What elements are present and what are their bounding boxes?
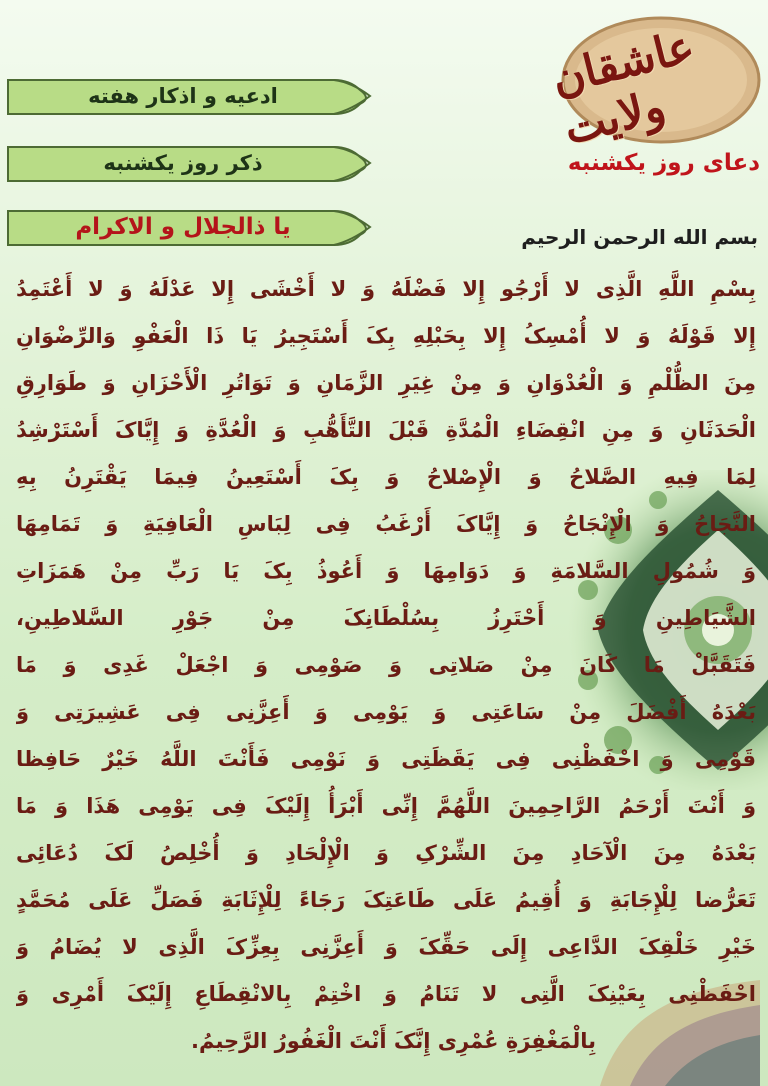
prayer-line: تَعَرُّضا لِلْإِجَابَةِ وَ أُقِیمُ عَلَی طَاعَتِکَ رَجَاءً لِلْإِثَابَةِ فَصَلِّ عَلَی مُحَمَّدٍ — [16, 888, 756, 912]
prayer-line: وَ أَنْتَ أَرْحَمُ الرَّاحِمِینَ اللَّهُمَّ إِنِّی أَبْرَأُ إِلَیْکَ فِی یَوْمِی هَذَا وَ مَا — [16, 794, 756, 818]
logo-text: عاشقان ولايت — [546, 20, 700, 155]
prayer-line: وَ شُمُولِ السَّلامَةِ وَ دَوَامِهَا وَ أَعُوذُ بِکَ یَا رَبِّ مِنْ هَمَزَاتِ — [16, 559, 756, 583]
prayer-line: بِالْمَغْفِرَةِ عُمْرِی إِنَّکَ أَنْتَ الْغَفُورُ الرَّحِیمُ. — [191, 1029, 596, 1053]
ribbon-day-dhikr — [4, 141, 372, 185]
prayer-text — [16, 266, 756, 1065]
prayer-line: خَیْرِ خَلْقِکَ الدَّاعِی إِلَی حَقِّکَ وَ أَعِزَّنِی بِعِزِّکَ الَّذِی لا یُضَامُ وَ — [16, 935, 756, 959]
prayer-line: قَوْمِی وَ احْفَظْنِی فِی یَقَظَتِی وَ نَوْمِی فَأَنْتَ اللَّهُ خَیْرٌ حَافِظا — [16, 747, 756, 771]
ribbon-label: یا ذالجلال و الاکرام — [75, 214, 291, 240]
ribbon-label: ذکر روز یکشنبه — [103, 151, 263, 175]
ribbon-label: ادعیه و اذکار هفته — [88, 84, 278, 108]
basmala-heading: بسم الله الرحمن الرحیم — [521, 225, 758, 249]
prayer-line: بِسْمِ اللَّهِ الَّذِی لا أَرْجُو إِلا فَضْلَهُ وَ لا أَخْشَی إِلا عَدْلَهُ وَ لا أَعْتَمِدُ — [16, 277, 756, 301]
prayer-line: بَعْدَهُ مِنَ الْآحَادِ مِنَ الشِّرْکِ وَ الْإِلْحَادِ وَ أُخْلِصُ لَکَ دُعَائِی — [16, 841, 756, 865]
prayer-line: بَعْدَهُ أَفْضَلَ مِنْ سَاعَتِی وَ یَوْمِی وَ أَعِزَّنِی فِی عَشِیرَتِی وَ — [16, 700, 756, 724]
prayer-line: احْفَظْنِی بِعَیْنِکَ الَّتِی لا تَنَامُ وَ اخْتِمْ بِالانْقِطَاعِ إِلَیْکَ أَمْرِی وَ — [16, 982, 756, 1006]
ribbon-weekly-prayers — [4, 74, 372, 118]
prayer-line: إِلا قَوْلَهُ وَ لا أُمْسِکُ إِلا بِحَبْلِهِ بِکَ أَسْتَجِیرُ یَا ذَا الْعَفْوِ وَالرِّضْوَانِ — [16, 324, 756, 348]
ribbon-dhikr-phrase — [4, 205, 372, 249]
prayer-line: لِمَا فِیهِ الصَّلاحُ وَ الْإِصْلاحُ وَ بِکَ أَسْتَعِینُ فِیمَا یَقْتَرِنُ بِهِ — [16, 465, 756, 489]
prayer-line: الْحَدَثَانِ وَ مِنِ انْقِضَاءِ الْمُدَّةِ قَبْلَ التَّأَهُّبِ وَ الْعُدَّةِ وَ إِیَّاکَ أَسْتَرْشِدُ — [16, 418, 756, 442]
prayer-line: مِنَ الظُّلْمِ وَ الْعُدْوَانِ وَ مِنْ غِیَرِ الزَّمَانِ وَ تَوَاتُرِ الْأَحْزَانِ وَ طَوَارِقِ — [16, 371, 756, 395]
prayer-line: الشَّیَاطِینِ وَ أَحْتَرِزُ بِسُلْطَانِکَ مِنْ جَوْرِ السَّلاطِینِ، — [16, 606, 756, 630]
prayer-line: فَتَقَبَّلْ مَا کَانَ مِنْ صَلاتِی وَ صَوْمِی وَ اجْعَلْ غَدِی وَ مَا — [16, 653, 756, 677]
page-title: دعای روز یکشنبه — [567, 150, 760, 176]
logo — [546, 6, 766, 155]
prayer-line: النَّجَاحُ وَ الْإِنْجَاحُ وَ إِیَّاکَ أَرْغَبُ فِی لِبَاسِ الْعَافِیَةِ وَ تَمَامِهَا — [16, 512, 756, 536]
